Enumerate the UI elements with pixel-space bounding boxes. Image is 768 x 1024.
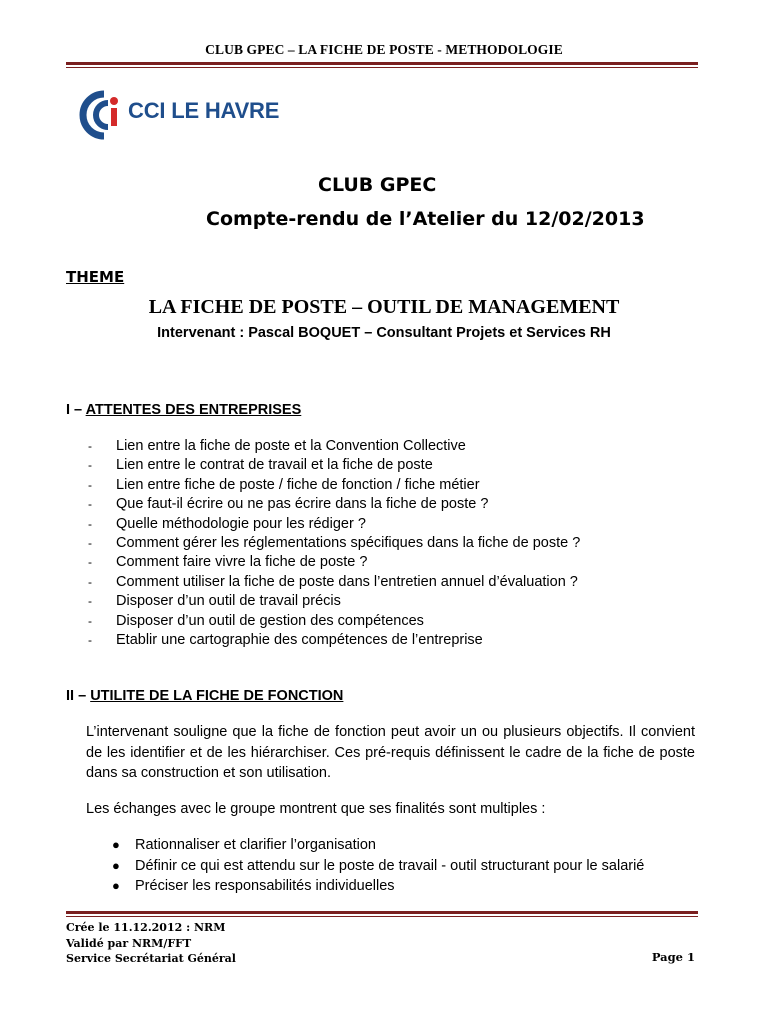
- cci-le-havre-logo: [78, 88, 288, 142]
- bullet-icon: ●: [112, 837, 120, 852]
- list-item: ● Préciser les responsabilités individuelles: [112, 876, 644, 897]
- section-1-title: ATTENTES DES ENTREPRISES: [85, 402, 302, 418]
- document-title-line2: Compte-rendu de l’Atelier du 12/02/2013: [206, 208, 645, 230]
- footer-service: Service Secrétariat Général: [66, 952, 236, 965]
- list-item: ● Rationnaliser et clarifier l’organisation: [112, 835, 644, 856]
- theme-title: LA FICHE DE POSTE – OUTIL DE MANAGEMENT: [148, 296, 620, 318]
- list-item: - Etablir une cartographie des compétences de l’entreprise: [88, 631, 483, 648]
- paragraph-objectives: L’intervenant souligne que la fiche de fonction peut avoir un ou plusieurs objectifs. Il convient de les identifier et de les hiérarchiser. Ces pré-requis définissent le cadre de la fiche de poste dans sa construction et son utilisation.: [86, 724, 695, 781]
- document-title-line1: CLUB GPEC: [318, 174, 437, 196]
- running-header: CLUB GPEC – LA FICHE DE POSTE - METHODOLOGIE: [205, 42, 563, 57]
- list-item: - Lien entre fiche de poste / fiche de fonction / fiche métier: [88, 476, 480, 493]
- header-rule-thin: [66, 67, 698, 68]
- list-item: - Quelle méthodologie pour les rédiger ?: [88, 515, 366, 532]
- footer-rule-thin: [66, 916, 698, 917]
- list-item: - Disposer d’un outil de gestion des compétences: [88, 612, 424, 629]
- list-item: - Lien entre le contrat de travail et la fiche de poste: [88, 457, 433, 474]
- footer-created: Crée le 11.12.2012 : NRM: [66, 921, 226, 934]
- section-2-heading: [66, 688, 343, 704]
- section-2-prefix: II –: [66, 688, 91, 704]
- bullet-icon: ●: [112, 878, 120, 893]
- list-item: - Comment gérer les réglementations spécifiques dans la fiche de poste ?: [88, 534, 581, 551]
- expectations-list: [88, 437, 580, 650]
- cci-logo-icon: [78, 88, 126, 142]
- list-item: - Lien entre la fiche de poste et la Convention Collective: [88, 438, 466, 454]
- footer-validated: Validé par NRM/FFT: [66, 936, 192, 950]
- section-1-prefix: I –: [66, 402, 86, 418]
- paragraph-exchanges: Les échanges avec le groupe montrent que ses finalités sont multiples :: [86, 801, 546, 817]
- bullet-icon: ●: [112, 857, 120, 873]
- footer-rule: [66, 911, 698, 914]
- purposes-list: [112, 835, 644, 897]
- list-item: - Disposer d’un outil de travail précis: [88, 593, 341, 610]
- footer-info: [66, 920, 236, 967]
- speaker-line: Intervenant : Pascal BOQUET – Consultant Projets et Services RH: [157, 325, 611, 341]
- header-rule: [66, 62, 698, 65]
- page-number: Page 1: [651, 950, 695, 964]
- list-item: - Que faut-il écrire ou ne pas écrire dans la fiche de poste ?: [88, 496, 489, 513]
- theme-label: THEME: [66, 268, 125, 286]
- list-item: - Comment faire vivre la fiche de poste ?: [88, 554, 368, 571]
- section-2-title: UTILITE DE LA FICHE DE FONCTION: [90, 688, 344, 704]
- section-1-heading: [66, 402, 301, 418]
- list-item: ● Définir ce qui est attendu sur le poste de travail - outil structurant pour le salarié: [112, 856, 644, 877]
- logo-text: CCI LE HAVRE: [128, 98, 280, 123]
- list-item: - Comment utiliser la fiche de poste dans l’entretien annuel d’évaluation ?: [88, 573, 578, 590]
